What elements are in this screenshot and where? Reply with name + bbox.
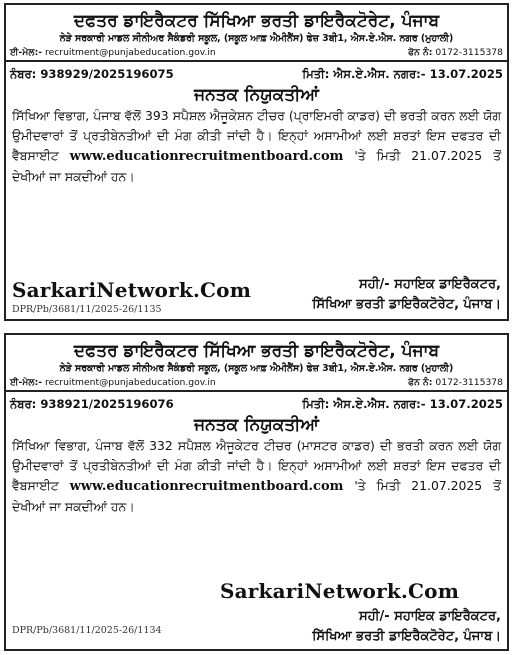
signature-block	[312, 607, 501, 647]
body-text-part1: ਸਿੱਖਿਆ ਵਿਭਾਗ, ਪੰਜਾਬ ਵੱਲੋਂ 393 ਸਪੈਸ਼ਲ ਐਜੂਕੇਸ਼ਨ ਟੀਚਰ (ਪ੍ਰਾਇਮਰੀ ਕਾਡਰ) ਦੀ ਭਰਤੀ ਕਰਨ ਲਈ ਯੋਗ ਉਮੀਦਵਾਰਾਂ ਤੋਂ ਪ੍ਰਤੀਬੇਨਤੀਆਂ ਦੀ ਮੰਗ ਕੀਤੀ ਜਾਂਦੀ ਹੈ। ਇਨ੍ਹਾਂ ਅਸਾਮੀਆਂ ਲਈ ਸ਼ਰਤਾਂ ਇਸ ਦਫਤਰ ਦੀ ਵੈੱਬਸਾਈਟ	[12, 108, 501, 163]
reference-number-block	[10, 66, 174, 82]
watermark-text: SarkariNetwork.Com	[12, 278, 252, 302]
body-text-part2: 'ਤੇ ਮਿਤੀ 21.07.2025 ਤੋਂ ਦੇਖੀਆਂ ਜਾ ਸਕਦੀਆਂ ਹਨ।	[12, 148, 501, 184]
body-text-part2: 'ਤੇ ਮਿਤੀ 21.07.2025 ਤੋਂ ਦੇਖੀਆਂ ਜਾ ਸਕਦੀਆਂ ਹਨ।	[12, 478, 501, 514]
phone-block	[408, 376, 503, 390]
email-block	[10, 46, 216, 60]
notice-heading: ਜਨਤਕ ਨਿਯੁਕਤੀਆਂ	[194, 415, 319, 435]
body-text-part1: ਸਿੱਖਿਆ ਵਿਭਾਗ, ਪੰਜਾਬ ਵੱਲੋਂ 332 ਸਪੈਸ਼ਲ ਐਜੂਕੇਟਰ ਟੀਚਰ (ਮਾਸਟਰ ਕਾਡਰ) ਦੀ ਭਰਤੀ ਕਰਨ ਲਈ ਯੋਗ ਉਮੀਦਵਾਰਾਂ ਤੋਂ ਪ੍ਰਤੀਬੇਨਤੀਆਂ ਦੀ ਮੰਗ ਕੀਤੀ ਜਾਂਦੀ ਹੈ। ਇਨ੍ਹਾਂ ਅਸਾਮੀਆਂ ਲਈ ਸ਼ਰਤਾਂ ਇਸ ਦਫਤਰ ਦੀ ਵੈੱਬਸਾਈਟ	[12, 438, 501, 493]
office-title: ਦਫਤਰ ਡਾਇਰੈਕਟਰ ਸਿੱਖਿਆ ਭਰਤੀ ਡਾਇਰੈਕਟੋਰੇਟ, ਪੰਜਾਬ	[73, 341, 440, 361]
notice-box	[4, 333, 509, 651]
notice-heading: ਜਨਤਕ ਨਿਯੁਕਤੀਆਂ	[194, 85, 319, 105]
date-label: ਮਿਤੀ: ਐਸ.ਏ.ਐਸ. ਨਗਰ:-	[302, 67, 426, 81]
notice-body	[6, 436, 507, 517]
email-block	[10, 376, 216, 390]
website-link[interactable]: www.educationrecruitmentboard.com	[69, 149, 344, 164]
email-address: recruitment@punjabeducation.gov.in	[45, 377, 216, 388]
office-title: ਦਫਤਰ ਡਾਇਰੈਕਟਰ ਸਿੱਖਿਆ ਭਰਤੀ ਡਾਇਰੈਕਟੋਰੇਟ, ਪੰਜਾਬ	[73, 11, 440, 31]
reference-row	[6, 62, 507, 84]
notice-body	[6, 106, 507, 187]
phone-number: 0172-3115378	[435, 47, 503, 58]
email-label: ਈ-ਮੇਲ:-	[10, 377, 43, 388]
email-label: ਈ-ਮੇਲ:-	[10, 47, 43, 58]
office-address: ਨੇੜੇ ਸਰਕਾਰੀ ਮਾਡਲ ਸੀਨੀਅਰ ਸੈਕੰਡਰੀ ਸਕੂਲ, (ਸਕੂਲ ਆਫ਼ ਐਮੀਨੈਂਸ) ਫੇਜ਼ 3ਬੀ1, ਐਸ.ਏ.ਐਸ. ਨਗਰ (ਮੁਹਾਲੀ)	[59, 363, 454, 374]
date-block	[302, 66, 503, 82]
signature-line-2: ਸਿੱਖਿਆ ਭਰਤੀ ਡਾਇਰੈਕਟੋਰੇਟ, ਪੰਜਾਬ।	[312, 297, 501, 312]
signature-line-1: ਸਹੀ/- ਸਹਾਇਕ ਡਾਇਰੈਕਟਰ,	[359, 277, 501, 292]
phone-label: ਫੋਨ ਨੰ:	[408, 47, 433, 58]
phone-number: 0172-3115378	[435, 377, 503, 388]
dpr-reference: DPR/Pb/3681/11/2025-26/1135	[12, 304, 162, 315]
phone-label: ਫੋਨ ਨੰ:	[408, 377, 433, 388]
number-label: ਨੰਬਰ:	[10, 397, 37, 411]
notice-date: 13.07.2025	[429, 67, 503, 81]
office-address: ਨੇੜੇ ਸਰਕਾਰੀ ਮਾਡਲ ਸੀਨੀਅਰ ਸੈਕੰਡਰੀ ਸਕੂਲ, (ਸਕੂਲ ਆਫ਼ ਐਮੀਨੈਂਸ) ਫੇਜ਼ 3ਬੀ1, ਐਸ.ਏ.ਐਸ. ਨਗਰ (ਮੁਹਾਲੀ)	[59, 33, 454, 44]
number-label: ਨੰਬਰ:	[10, 67, 37, 81]
reference-number-block	[10, 396, 174, 412]
signature-block	[312, 275, 501, 315]
website-link[interactable]: www.educationrecruitmentboard.com	[69, 479, 344, 494]
contact-row	[6, 376, 507, 392]
signature-line-1: ਸਹੀ/- ਸਹਾਇਕ ਡਾਇਰੈਕਟਰ,	[359, 609, 501, 624]
signature-line-2: ਸਿੱਖਿਆ ਭਰਤੀ ਡਾਇਰੈਕਟੋਰੇਟ, ਪੰਜਾਬ।	[312, 629, 501, 644]
notice-box	[4, 3, 509, 321]
reference-number: 938921/2025196076	[40, 397, 174, 411]
date-label: ਮਿਤੀ: ਐਸ.ਏ.ਐਸ. ਨਗਰ:-	[302, 397, 426, 411]
email-address: recruitment@punjabeducation.gov.in	[45, 47, 216, 58]
contact-row	[6, 46, 507, 62]
reference-number: 938929/2025196075	[40, 67, 174, 81]
phone-block	[408, 46, 503, 60]
notice-date: 13.07.2025	[429, 397, 503, 411]
watermark-text: SarkariNetwork.Com	[220, 579, 460, 603]
date-block	[302, 396, 503, 412]
dpr-reference: DPR/Pb/3681/11/2025-26/1134	[12, 625, 162, 636]
reference-row	[6, 392, 507, 414]
